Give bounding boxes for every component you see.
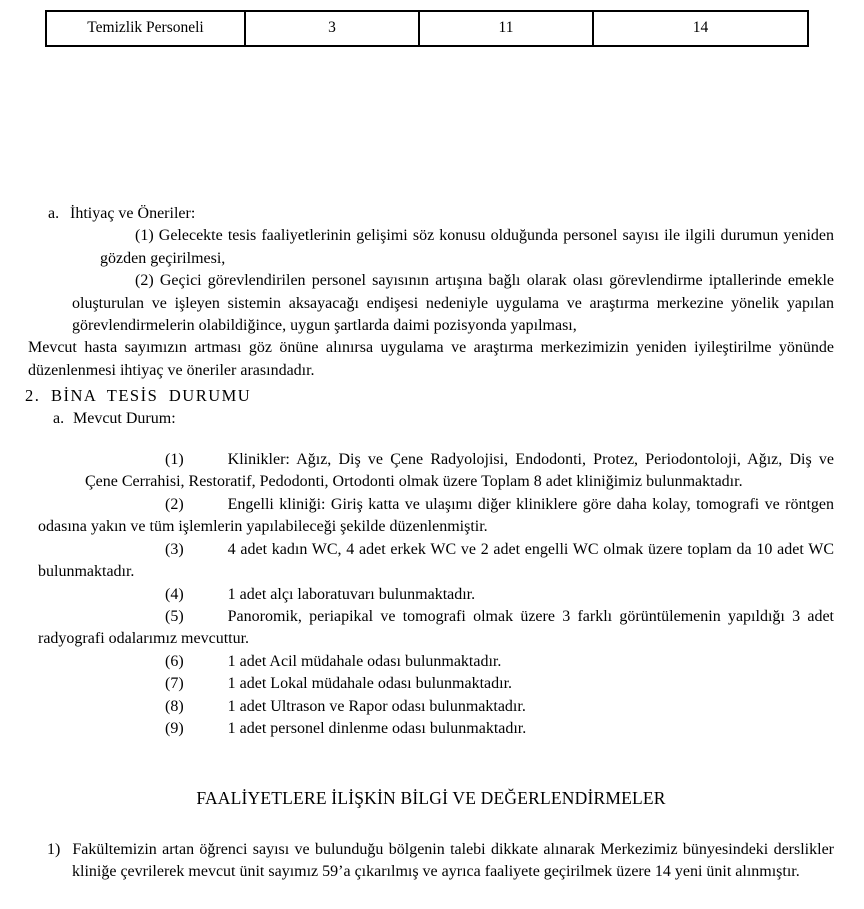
building-item-1-text: Klinikler: Ağız, Diş ve Çene Radyolojisi, Endodonti, Protez, Periodontoloji, Ağız, Diş ve Çene Cerrahisi, Restoratif, Pedodonti, Ortodonti olmak üzere Toplam 8 adet kliniğimiz bulunmaktadır.: [85, 451, 834, 491]
building-item-7-text: 1 adet Lokal müdahale odası bulunmaktadır.: [227, 675, 513, 693]
building-item-7: [38, 673, 834, 695]
table-cell-value-2: 11: [419, 11, 593, 46]
document-body: [0, 203, 864, 884]
list-marker: (2): [165, 495, 184, 513]
table-cell-total: 14: [593, 11, 808, 46]
activities-item-1-text: Fakültemizin artan öğrenci sayısı ve bulunduğu bölgenin talebi dikkate alınarak Merkezimiz bünyesindeki derslikler kliniğe çevrilerek mevcut ünit sayımız 59’a çıkarılmış ve ayrıca faaliyete geçirilmek üzere 14 yeni ünit alınmıştır.: [72, 840, 834, 881]
building-section-heading: 2. BİNA TESİS DURUMU: [25, 386, 252, 406]
list-marker: (1): [135, 227, 154, 245]
building-subheading: [53, 408, 834, 430]
list-marker: (1): [165, 451, 184, 469]
building-item-2-text: Engelli kliniği: Giriş katta ve ulaşımı diğer kliniklere göre daha kolay, tomografi ve röntgen odasına yakın ve tüm işlemlerin yapılabileceği şekilde düzenlenmiştir.: [38, 495, 834, 536]
building-item-5: [38, 606, 834, 651]
personnel-table: [45, 10, 809, 47]
building-item-8: [38, 696, 834, 718]
building-subheading-marker: a.: [53, 409, 65, 427]
list-marker: (9): [165, 719, 184, 737]
building-item-8-text: 1 adet Ultrason ve Rapor odası bulunmaktadır.: [227, 697, 526, 715]
building-item-5-text: Panoromik, periapikal ve tomografi olmak üzere 3 farklı görüntülemenin yapıldığı 3 adet radyografi odalarımız mevcuttur.: [38, 607, 834, 648]
activities-item-1: [47, 839, 834, 884]
building-item-4-text: 1 adet alçı laboratuvarı bulunmaktadır.: [227, 585, 476, 603]
table-cell-value-1: 3: [245, 11, 419, 46]
list-marker: 1): [47, 840, 61, 858]
list-marker: (5): [165, 607, 184, 625]
needs-heading-marker: a.: [48, 205, 60, 222]
list-marker: (7): [165, 675, 184, 693]
building-item-3: [38, 539, 834, 584]
needs-heading-label: İhtiyaç ve Öneriler:: [70, 205, 196, 222]
activities-section-heading: FAALİYETLERE İLİŞKİN BİLGİ VE DEĞERLENDİRMELER: [196, 788, 666, 809]
list-marker: (3): [165, 540, 184, 558]
needs-item-1-text: Gelecekte tesis faaliyetlerinin gelişimi söz konusu olduğunda personel sayısı ile ilgili durumun yeniden gözden geçirilmesi,: [100, 227, 835, 267]
table-cell-category: Temizlik Personeli: [46, 11, 245, 46]
needs-item-2-text: Geçici görevlendirilen personel sayısının artışına bağlı olarak olası görevlendirme iptallerinde emekle oluşturulan ve işleyen sistemin aksayacağı endişesi nedeniyle uygulama ve araştırma merkezine yönelik yapılan görevlendirmelerin olabildiğince, uygun şartlarda daimi pozisyonda yapılması,: [72, 272, 835, 335]
building-item-2: [38, 494, 834, 539]
needs-item-2: [72, 270, 834, 337]
list-marker: (4): [165, 585, 184, 603]
building-item-1: [85, 449, 834, 494]
needs-item-1: [100, 225, 834, 270]
list-marker: (8): [165, 697, 184, 715]
building-item-6: [38, 651, 834, 673]
list-marker: (6): [165, 652, 184, 670]
needs-heading: [48, 203, 834, 225]
list-marker: (2): [135, 272, 154, 290]
building-item-9: [38, 718, 834, 740]
building-item-6-text: 1 adet Acil müdahale odası bulunmaktadır.: [227, 652, 502, 670]
building-item-4: [38, 584, 834, 606]
needs-closing-paragraph: Mevcut hasta sayımızın artması göz önüne alınırsa uygulama ve araştırma merkezimizin yeniden iyileştirilme yönünde düzenlenmesi ihtiyaç ve öneriler arasındadır.: [28, 339, 834, 379]
building-item-9-text: 1 adet personel dinlenme odası bulunmaktadır.: [227, 719, 527, 737]
building-subheading-label: Mevcut Durum:: [73, 409, 176, 427]
table-row: [46, 11, 808, 46]
building-item-3-text: 4 adet kadın WC, 4 adet erkek WC ve 2 adet engelli WC olmak üzere toplam da 10 adet WC bulunmaktadır.: [38, 540, 834, 581]
